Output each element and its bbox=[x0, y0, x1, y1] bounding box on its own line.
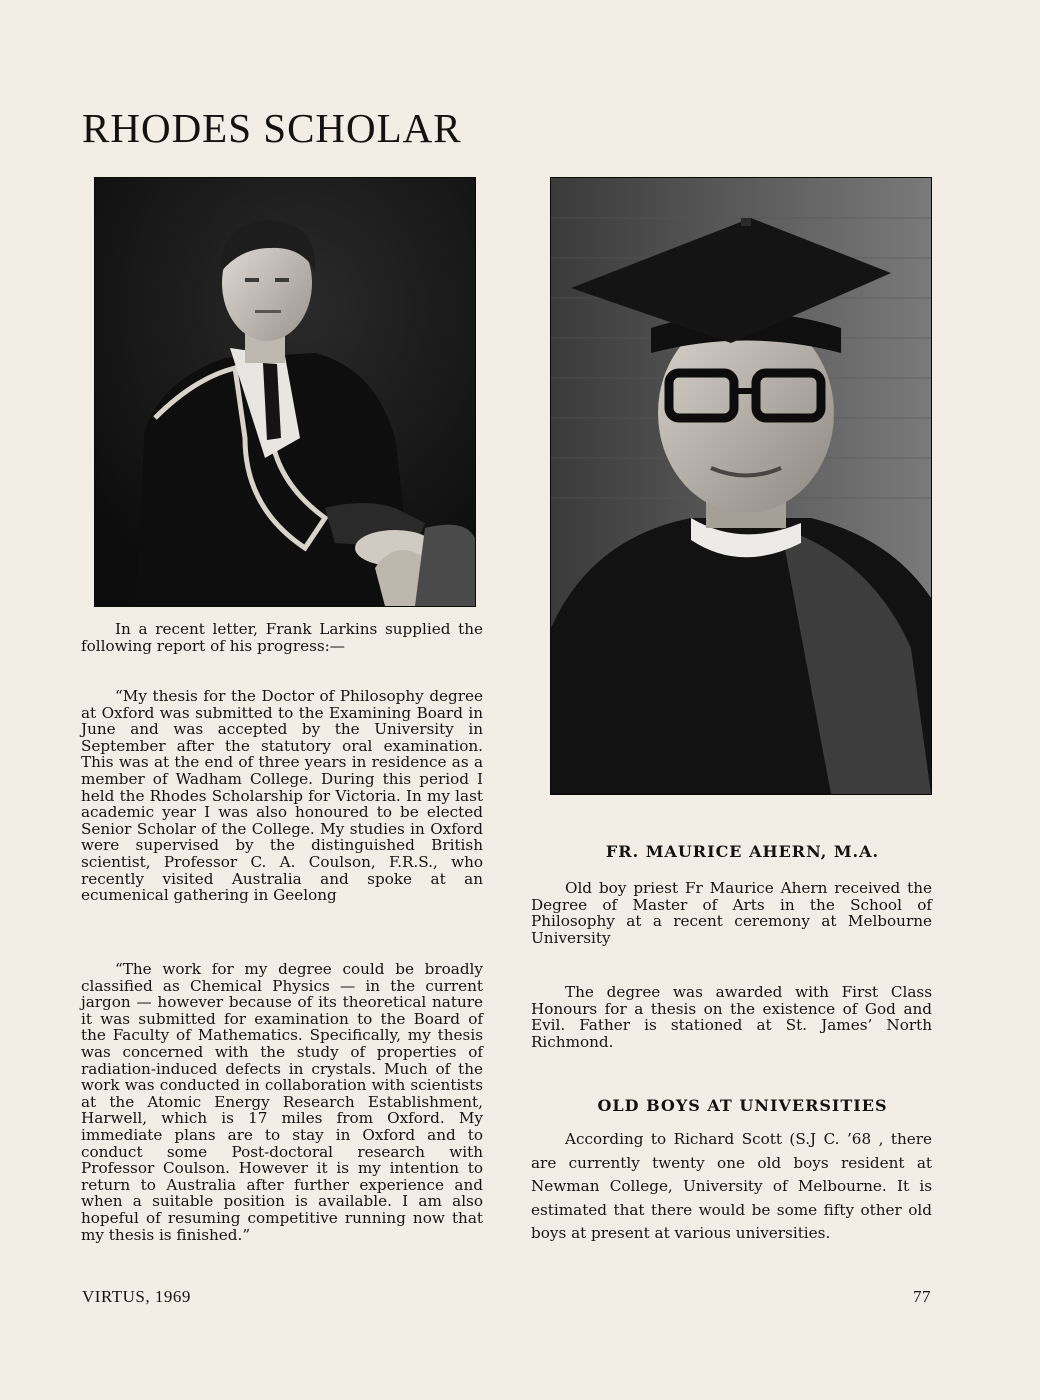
larkins-intro: In a recent letter, Frank Larkins supplied the following report of his progress:— bbox=[81, 620, 483, 655]
footer-publication: VIRTUS, 1969 bbox=[82, 1287, 191, 1306]
old-boys-heading: OLD BOYS AT UNIVERSITIES bbox=[597, 1096, 888, 1115]
larkins-paragraph-1: “My thesis for the Doctor of Philosophy degree at Oxford was submitted to the Examining Board in June and was accepted by the University in September after the statutory oral examination. This was at the end of three years in residence as a member of Wadham College. During this period I held the Rhodes Scholarship for Victoria. In my last academic year I was also honoured to be elected Senior Scholar of the College. My studies in Oxford were supervised by the distinguished British scientist, Professor C. A. Coulson, F.R.S., who recently visited Australia and spoke at an ecumenical gathering in Geelong bbox=[81, 687, 483, 905]
ahern-heading: FR. MAURICE AHERN, M.A. bbox=[605, 842, 880, 861]
page-number: 77 bbox=[913, 1287, 931, 1306]
page-title: RHODES SCHOLAR bbox=[82, 105, 462, 151]
old-boys-paragraph: According to Richard Scott (S.J C. ’68 , there are currently twenty one old boys resident at Newman College, University of Melbourne. It is estimated that there would be some fifty other old boys at present at various universities. bbox=[531, 1130, 932, 1242]
ahern-paragraph-1: Old boy priest Fr Maurice Ahern received the Degree of Master of Arts in the School of Philosophy at a recent ceremony at Melbourne University bbox=[531, 879, 932, 947]
maurice-ahern-photo bbox=[550, 177, 932, 795]
portrait-illustration bbox=[551, 178, 931, 794]
larkins-paragraph-2: “The work for my degree could be broadly classified as Chemical Physics — in the current jargon — however because of its theoretical nature it was submitted for examination to the Board of the Faculty of Mathematics. Specifically, my thesis was concerned with the study of properties of radiation-induced defects in crystals. Much of the work was conducted in collaboration with scientists at the Atomic Energy Research Establishment, Harwell, which is 17 miles from Oxford. My immediate plans are to stay in Oxford and to conduct some Post-doctoral research with Professor Coulson. However it is my intention to return to Australia after further experience and when a suitable position is available. I am also hopeful of resuming competitive running now that my thesis is finished.” bbox=[81, 960, 483, 1244]
frank-larkins-photo bbox=[94, 177, 476, 607]
ahern-paragraph-2: The degree was awarded with First Class Honours for a thesis on the existence of God and Evil. Father is stationed at St. James’ North Richmond. bbox=[531, 983, 932, 1051]
portrait-illustration bbox=[95, 178, 475, 606]
